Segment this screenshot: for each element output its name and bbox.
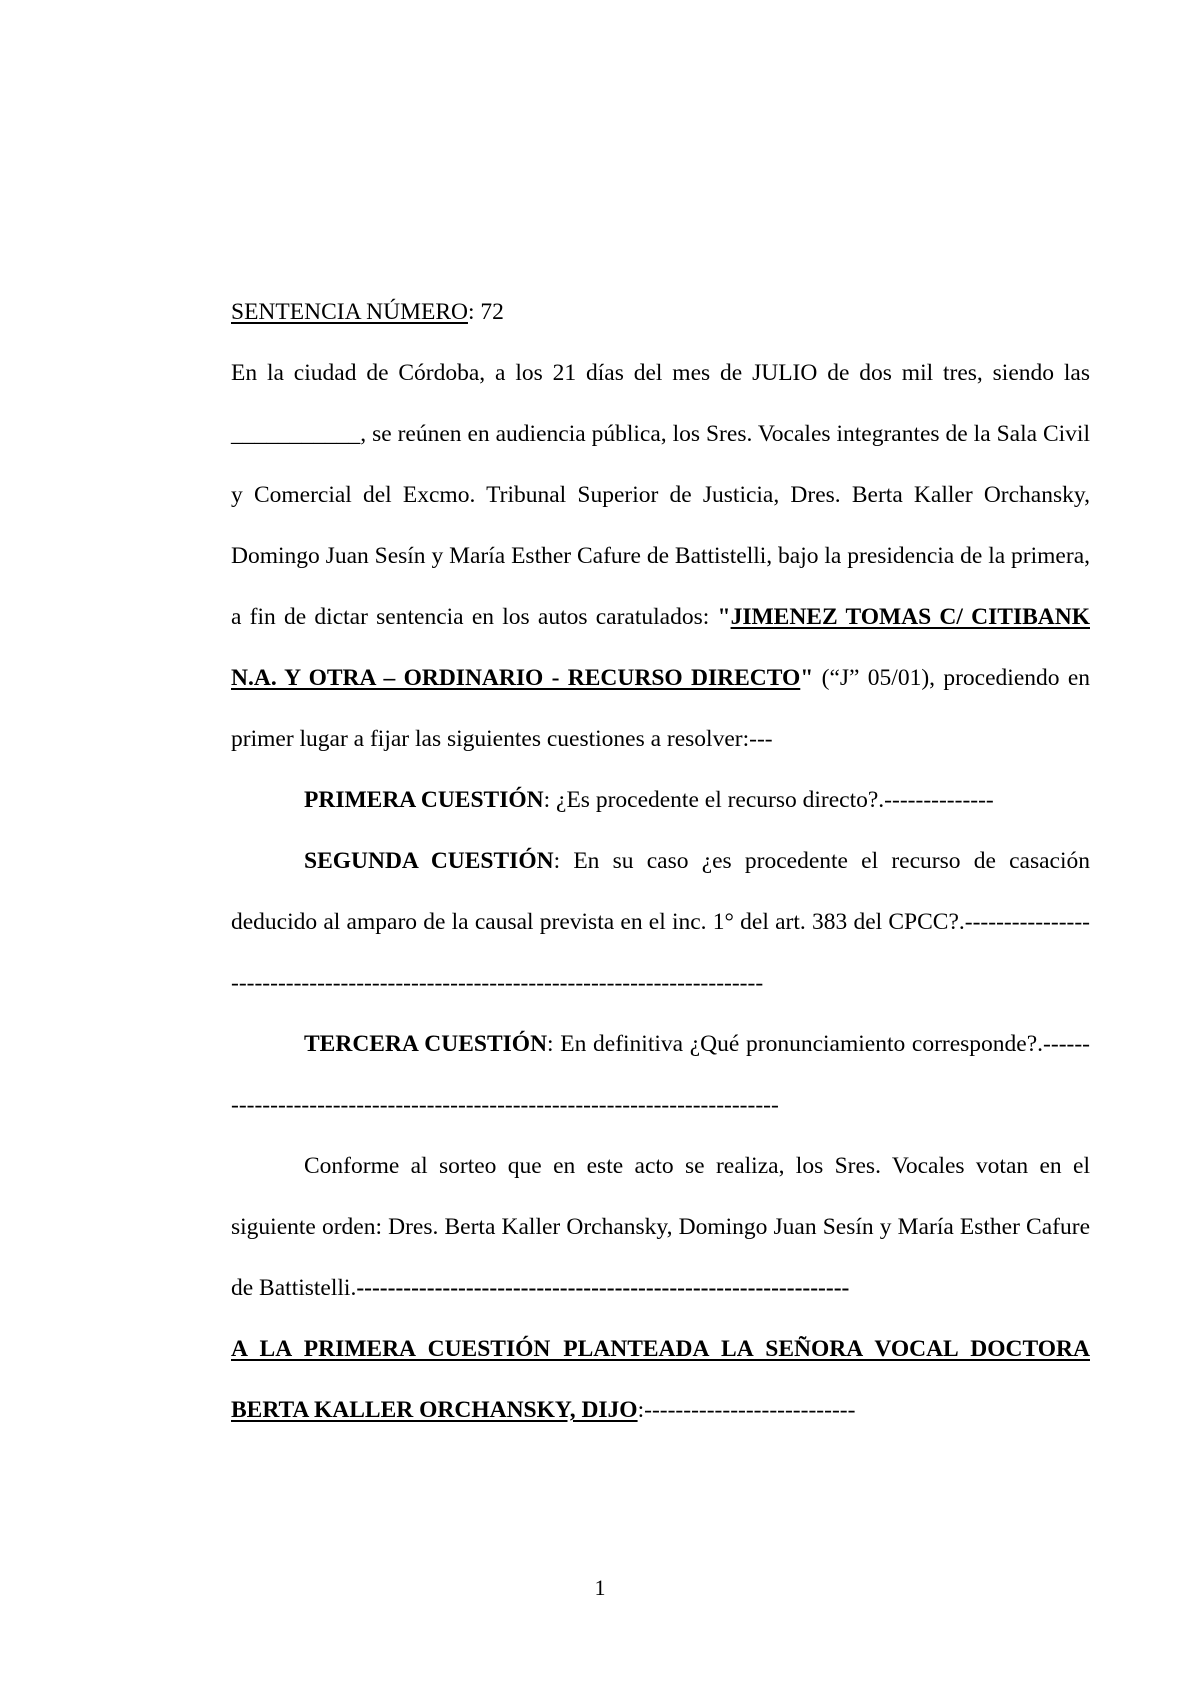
question-3-text: : En definitiva ¿Qué pronunciamiento corresponde?.----------------------------------------------------------------------------	[231, 1031, 1090, 1118]
question-1	[231, 770, 1090, 831]
page-number: 1	[594, 1575, 606, 1600]
question-3-label: TERCERA CUESTIÓN	[304, 1031, 548, 1057]
sentence-label: SENTENCIA NÚMERO	[231, 299, 468, 325]
sentence-heading	[231, 282, 1090, 343]
draw-paragraph	[231, 1136, 1090, 1319]
case-title: JIMENEZ TOMAS C/ CITIBANK N.A. Y OTRA – ORDINARIO - RECURSO DIRECTO	[231, 604, 1090, 691]
intro-text-2: (“J” 05/01), procediendo en primer lugar a fijar las siguientes cuestiones a resolver:---	[231, 665, 1091, 752]
draw-text: Conforme al sorteo que en este acto se realiza, los Sres. Vocales votan en el siguiente orden: Dres. Berta Kaller Orchansky, Domingo Juan Sesín y María Esther Cafure de Battistelli.	[231, 1153, 1090, 1301]
draw-dashes: ---------------------------------------------------------------	[356, 1275, 850, 1301]
intro-text-1: En la ciudad de Córdoba, a los 21 días del mes de JULIO de dos mil tres, siendo las ___________, se reúnen en audiencia pública, los Sres. Vocales integrantes de la Sala Civil y Comercial del Excmo. Tribunal Superior de Justicia, Dres. Berta Kaller Orchansky, Domingo Juan Sesín y María Esther Cafure de Battistelli, bajo la presidencia de la primera, a fin de dictar sentencia en los autos caratulados:	[231, 360, 1090, 630]
intro-paragraph	[231, 343, 1090, 770]
question-2	[231, 831, 1090, 1014]
first-vote-tail: :---------------------------	[637, 1397, 856, 1423]
question-2-label: SEGUNDA CUESTIÓN	[304, 848, 554, 874]
question-2-text: : En su caso ¿es procedente el recurso de casación deducido al amparo de la causal prevista en el inc. 1° del art. 383 del CPCC?.------------------------------------------------------------------------------------	[231, 848, 1090, 996]
case-close-quote: "	[800, 665, 814, 691]
question-1-label: PRIMERA CUESTIÓN	[304, 787, 544, 813]
question-1-text: : ¿Es procedente el recurso directo?.--------------	[543, 787, 994, 813]
first-vote-title: A LA PRIMERA CUESTIÓN PLANTEADA LA SEÑORA VOCAL DOCTORA BERTA KALLER ORCHANSKY, DIJO	[231, 1336, 1090, 1423]
first-vote-heading	[231, 1319, 1090, 1441]
sentence-colon: :	[467, 299, 475, 325]
question-3	[231, 1014, 1090, 1136]
case-open-quote: "	[717, 604, 731, 630]
sentence-number: 72	[474, 299, 504, 325]
document-body	[231, 282, 1090, 1441]
